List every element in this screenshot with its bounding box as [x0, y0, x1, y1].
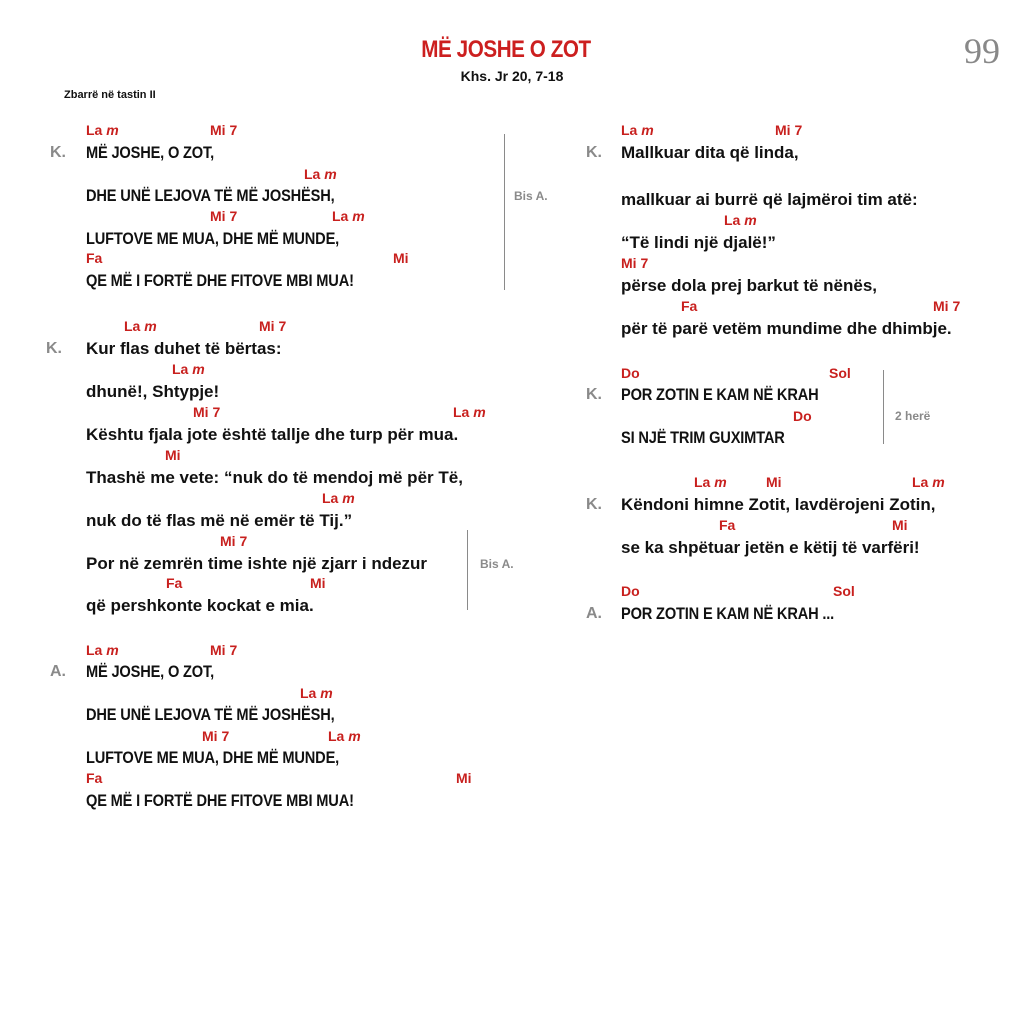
chord: La m	[124, 318, 157, 334]
lyric-line: QE MË I FORTË DHE FITOVE MBI MUA!	[86, 791, 354, 810]
chord: Fa	[719, 517, 736, 533]
chord: La m	[304, 166, 337, 182]
lyric-line: DHE UNË LEJOVA TË MË JOSHËSH,	[86, 186, 335, 205]
chord: La m	[328, 728, 361, 744]
chord: Mi	[892, 517, 908, 533]
chord: Mi	[310, 575, 326, 591]
scripture-reference: Khs. Jr 20, 7-18	[460, 68, 564, 84]
lyric-line: SI NJË TRIM GUXIMTAR	[621, 428, 785, 447]
lyric-line: Kur flas duhet të bërtas:	[86, 339, 282, 358]
chord: Sol	[833, 583, 855, 599]
speaker-label: K.	[586, 144, 602, 161]
chord: Mi 7	[210, 642, 238, 658]
chord: La m	[332, 208, 365, 224]
chord: Do	[621, 365, 640, 381]
lyric-line: MË JOSHE, O ZOT,	[86, 143, 215, 162]
lyric-line: MË JOSHE, O ZOT,	[86, 662, 215, 681]
chord: Fa	[86, 770, 103, 786]
chord: Fa	[166, 575, 183, 591]
chord: Do	[793, 408, 812, 424]
chord: Sol	[829, 365, 851, 381]
lyric-line: për të parë vetëm mundime dhe dhimbje.	[621, 319, 952, 338]
chord: La m	[86, 122, 119, 138]
chord: Mi 7	[775, 122, 803, 138]
repeat-bracket	[504, 134, 505, 290]
lyric-line: DHE UNË LEJOVA TË MË JOSHËSH,	[86, 705, 335, 724]
chord: Mi 7	[210, 122, 238, 138]
chord: Mi 7	[621, 255, 649, 271]
repeat-note: 2 herë	[895, 409, 931, 423]
chord: Fa	[681, 298, 698, 314]
chord: Mi	[393, 250, 409, 266]
chord: La m	[453, 404, 486, 420]
lyric-line: Thashë me vete: “nuk do të mendoj më për Të,	[86, 468, 463, 487]
chord: Mi 7	[193, 404, 221, 420]
repeat-note: Bis A.	[480, 557, 514, 571]
page-number: 99	[964, 31, 1000, 71]
lyric-line: LUFTOVE ME MUA, DHE MË MUNDE,	[86, 229, 340, 248]
lyric-line: Mallkuar dita që linda,	[621, 143, 799, 162]
song-title: MË JOSHE O ZOT	[421, 36, 591, 63]
chord: Mi 7	[210, 208, 238, 224]
lyric-line: që pershkonte kockat e mia.	[86, 596, 314, 615]
chord: Mi 7	[933, 298, 961, 314]
speaker-label: K.	[586, 386, 602, 403]
lyric-line: Por në zemrën time ishte një zjarr i ndezur	[86, 554, 428, 573]
chord: Do	[621, 583, 640, 599]
chord: La m	[912, 474, 945, 490]
chord: La m	[724, 212, 757, 228]
chord: Mi	[766, 474, 782, 490]
capo-note: Zbarrë në tastin II	[64, 89, 156, 101]
speaker-label: A.	[586, 605, 602, 622]
chord: Mi	[165, 447, 181, 463]
lyric-line: QE MË I FORTË DHE FITOVE MBI MUA!	[86, 271, 354, 290]
chord: La m	[172, 361, 205, 377]
lyric-line: mallkuar ai burrë që lajmëroi tim atë:	[621, 190, 918, 209]
lyric-line: se ka shpëtuar jetën e këtij të varfëri!	[621, 538, 920, 557]
speaker-label: K.	[46, 340, 62, 357]
repeat-note: Bis A.	[514, 189, 548, 203]
lyric-line: “Të lindi një djalë!”	[621, 233, 776, 252]
chord: Fa	[86, 250, 103, 266]
repeat-bracket	[467, 530, 468, 610]
chord: La m	[300, 685, 333, 701]
lyric-line: POR ZOTIN E KAM NË KRAH	[621, 385, 819, 404]
lyric-line: përse dola prej barkut të nënës,	[621, 276, 878, 295]
chord: Mi	[456, 770, 472, 786]
lyric-line: nuk do të flas më në emër të Tij.”	[86, 511, 353, 530]
chord: Mi 7	[220, 533, 248, 549]
speaker-label: A.	[50, 663, 66, 680]
lyric-line: POR ZOTIN E KAM NË KRAH ...	[621, 604, 835, 623]
lyric-line: Kështu fjala jote është tallje dhe turp për mua.	[86, 425, 459, 444]
speaker-label: K.	[50, 144, 66, 161]
chord: La m	[86, 642, 119, 658]
repeat-bracket	[883, 370, 884, 444]
chord: La m	[621, 122, 654, 138]
chord: La m	[694, 474, 727, 490]
lyric-line: Këndoni himne Zotit, lavdërojeni Zotin,	[621, 495, 936, 514]
speaker-label: K.	[586, 496, 602, 513]
chord: La m	[322, 490, 355, 506]
lyric-line: LUFTOVE ME MUA, DHE MË MUNDE,	[86, 748, 340, 767]
lyric-line: dhunë!, Shtypje!	[86, 382, 220, 401]
chord: Mi 7	[259, 318, 287, 334]
chord: Mi 7	[202, 728, 230, 744]
